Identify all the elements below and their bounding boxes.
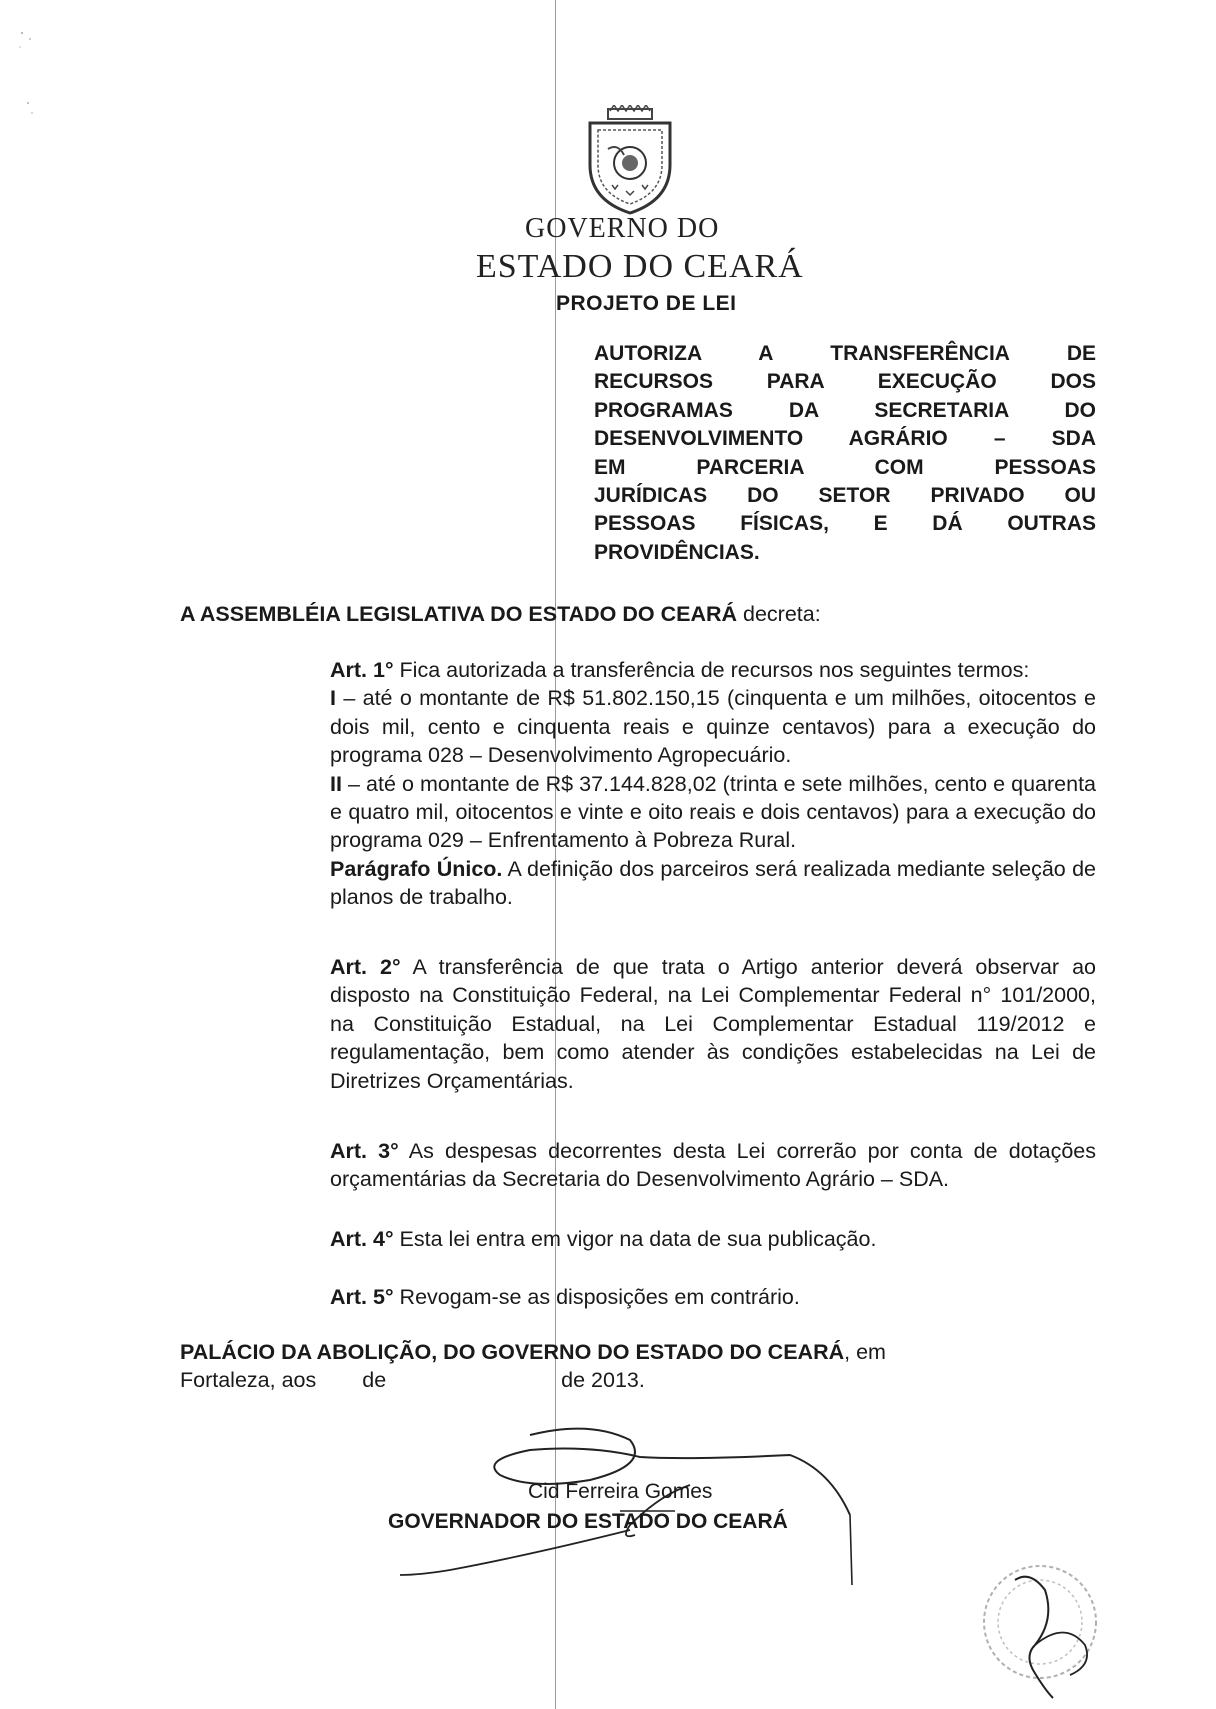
article-1-caput — [180, 656, 1096, 684]
bill-summary-line: RECURSOS PARA EXECUÇÃO DOS — [594, 370, 1096, 394]
decree-line — [180, 600, 1096, 628]
item-2-text: – até o montante de R$ 37.144.828,02 (trinta e sete milhões, cento e quarenta e quatro mil, oitocentos e vinte e oito reais e dois centavos) para a execução do programa 029 – Enfrentamento à Pobreza Rural. — [330, 771, 1097, 853]
article-4-text: Esta lei entra em vigor na data de sua publicação. — [399, 1227, 877, 1251]
decree-verb: decreta: — [743, 602, 821, 626]
bill-summary-line: PROGRAMAS DA SECRETARIA DO — [594, 398, 1096, 422]
closing-date-de: de — [362, 1368, 387, 1393]
article-1-item-2 — [180, 770, 1096, 855]
item-2-label: II — [330, 771, 342, 796]
decree-subject: A ASSEMBLÉIA LEGISLATIVA DO ESTADO DO CEARÁ — [180, 602, 738, 626]
paragraph-text: A definição dos parceiros será realizada mediante seleção de planos de trabalho. — [330, 856, 1096, 910]
article-1-item-1 — [180, 684, 1096, 769]
bill-summary-line: PESSOAS FÍSICAS, E DÁ OUTRAS — [594, 512, 1096, 536]
closing-place: PALÁCIO DA ABOLIÇÃO, DO GOVERNO DO ESTADO DO CEARÁ — [180, 1340, 845, 1364]
article-1-label: Art. 1° — [330, 658, 394, 682]
article-2-label: Art. 2° — [330, 955, 401, 979]
article-4-label: Art. 4° — [330, 1227, 394, 1251]
closing-date — [180, 1366, 1096, 1394]
bill-summary — [594, 340, 1096, 567]
closing-place-rest: , em — [844, 1340, 886, 1364]
article-3 — [180, 1137, 1096, 1194]
article-3-label: Art. 3° — [330, 1139, 399, 1163]
bill-summary-line: PROVIDÊNCIAS. — [594, 540, 760, 564]
document-type-title: PROJETO DE LEI — [556, 292, 737, 315]
gov-header-line1: GOVERNO DO — [525, 213, 720, 244]
article-2 — [180, 953, 1096, 1095]
bill-summary-line: AUTORIZA A TRANSFERÊNCIA DE — [594, 342, 1096, 365]
signatory-name: Cid Ferreira Gomes — [528, 1480, 713, 1503]
bill-summary-line: JURÍDICAS DO SETOR PRIVADO OU — [594, 484, 1096, 508]
article-1-text: Fica autorizada a transferência de recursos nos seguintes termos: — [399, 658, 1030, 682]
handwritten-signature — [330, 1425, 890, 1585]
gov-header-line2: ESTADO DO CEARÁ — [476, 248, 804, 285]
bill-summary-line: DESENVOLVIMENTO AGRÁRIO – SDA — [594, 427, 1096, 451]
item-1-text: – até o montante de R$ 51.802.150,15 (cinquenta e um milhões, oitocentos e dois mil, cento e cinquenta reais e quinze centavos) para a execução do programa 028 – Desenvolvimento Agropecuário. — [330, 686, 1096, 768]
article-5-label: Art. 5° — [330, 1285, 394, 1309]
closing-date-end: de 2013. — [561, 1368, 645, 1393]
item-1-label: I — [330, 686, 336, 711]
scan-artifact-marks — [12, 25, 42, 125]
article-1 — [180, 656, 1096, 912]
article-3-text: As despesas decorrentes desta Lei correrão por conta de dotações orçamentárias da Secretaria do Desenvolvimento Agrário – SDA. — [330, 1139, 1096, 1192]
article-5-text: Revogam-se as disposições em contrário. — [399, 1285, 800, 1309]
state-coat-of-arms-icon — [580, 105, 680, 215]
article-2-text: A transferência de que trata o Artigo anterior deverá observar ao disposto na Constituição Federal, na Lei Complementar Federal n° 101/2000, na Constituição Estadual, na Lei Complementar Estadual 119/2012 e regulamentação, bem como atender às condições estabelecidas na Lei de Diretrizes Orçamentárias. — [330, 955, 1097, 1093]
bill-summary-line: EM PARCERIA COM PESSOAS — [594, 455, 1096, 479]
article-5 — [180, 1283, 1096, 1311]
signatory-title: GOVERNADOR DO ESTADO DO CEARÁ — [388, 1510, 788, 1533]
paragraph-label: Parágrafo Único. — [330, 856, 503, 881]
official-stamp-icon — [975, 1550, 1105, 1700]
closing-place-date — [180, 1338, 1096, 1395]
article-1-paragraph — [180, 855, 1096, 912]
closing-date-start: Fortaleza, aos — [180, 1368, 317, 1393]
article-4 — [180, 1225, 1096, 1253]
